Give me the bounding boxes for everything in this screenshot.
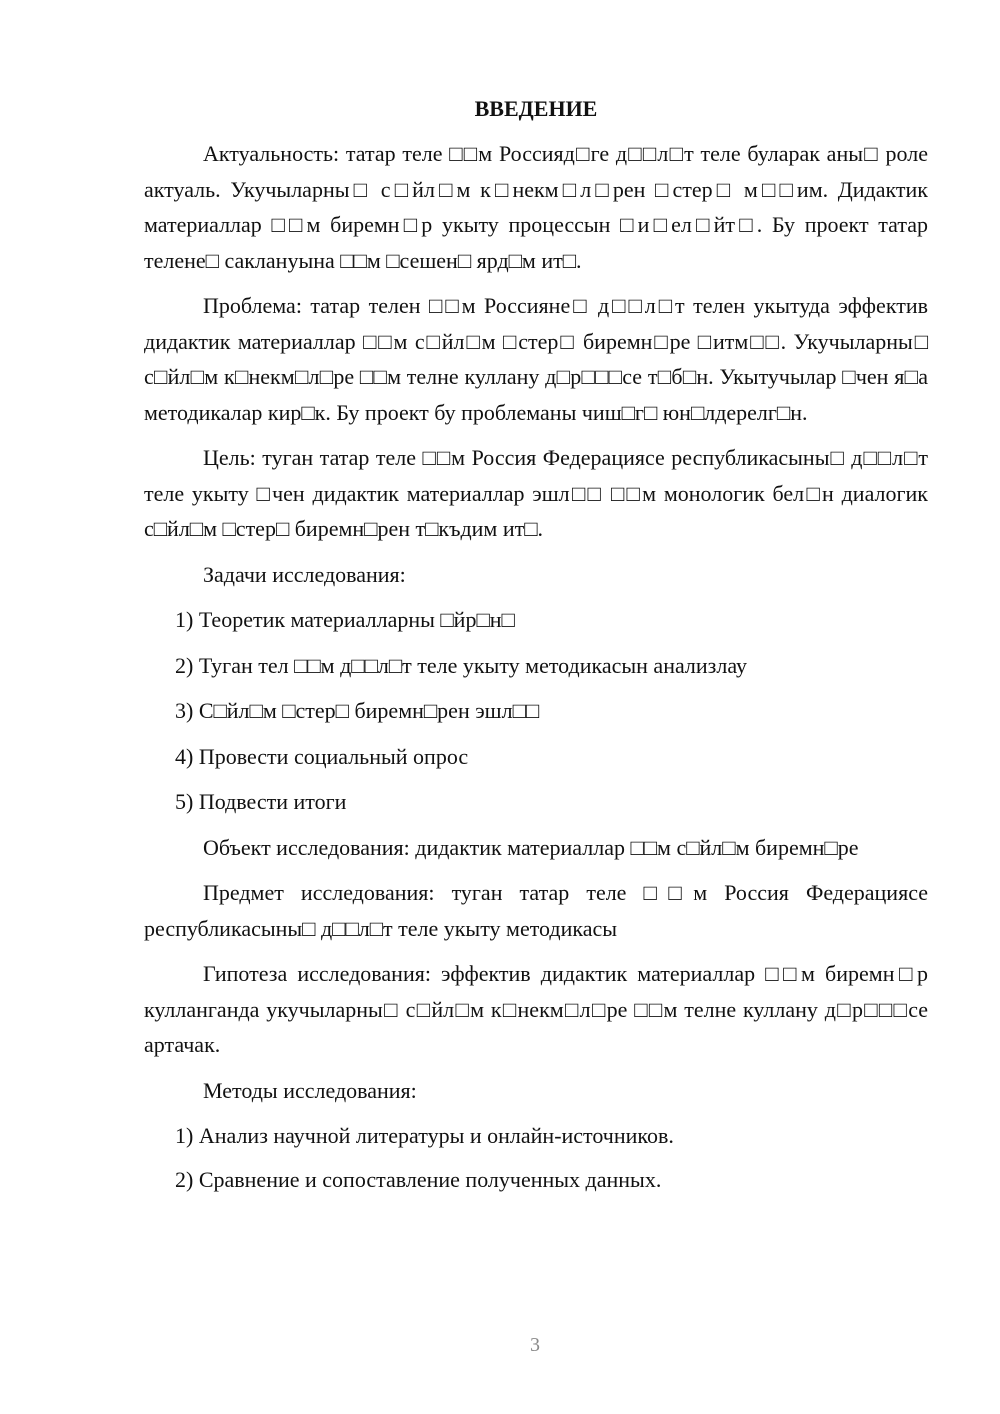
paragraph-goal: Цель: туган татар теле □□м Россия Федерациясе республикасыны□ д□□л□т теле укыту □чен дидактик материаллар эшл□□ □□м монологик бел□н диалогик с□йл□м □стер□ биремн□рен т□къдим ит□. [144, 445, 928, 541]
task-item-4: 4) Провести социальный опрос [175, 743, 469, 769]
paragraph-object: Объект исследования: дидактик материаллар □□м с□йл□м биремн□ре [203, 834, 859, 860]
task-item-3: 3) С□йл□м □стер□ биремн□рен эшл□□ [175, 698, 540, 723]
tasks-list [144, 602, 928, 820]
methods-heading: Методы исследования: [203, 1077, 417, 1103]
task-item-1: 1) Теоретик материалларны □йр□н□ [175, 607, 515, 632]
method-item-2: 2) Сравнение и сопоставление полученных данных. [175, 1166, 662, 1192]
paragraph-hypothesis: Гипотеза исследования: эффектив дидактик материаллар □□м биремн□р кулланганда укучыларны□ с□йл□м к□некм□л□ре □□м телне куллану д□р□□□се артачак. [144, 961, 928, 1057]
task-item-5: 5) Подвести итоги [175, 789, 347, 814]
paragraph-problem: Проблема: татар телен □□м Россияне□ д□□л□т телен укытуда эффектив дидактик материаллар □□м с□йл□м □стер□ биремн□ре □итм□□. Укучыларны□ с□йл□м к□некм□л□ре □□м телне куллану д□р□□□се т□б□н. Укытучылар □чен я□а методикалар кир□к. Бу проект бу проблеманы чиш□г□ юн□лдерелг□н. [144, 293, 928, 425]
document-title: ВВЕДЕНИЕ [474, 96, 598, 121]
method-item-1: 1) Анализ научной литературы и онлайн-источников. [175, 1123, 674, 1148]
page-number: 3 [530, 1334, 540, 1356]
methods-list [144, 1118, 928, 1197]
task-item-2: 2) Туган тел □□м д□□л□т теле укыту методикасын анализлау [175, 652, 747, 678]
document-page [144, 92, 928, 1205]
paragraph-relevance: Актуальность: татар теле □□м Россияд□ге д□□л□т теле буларак аны□ роле актуаль. Укучыларны□ с□йл□м к□некм□л□рен □стер□ м□□им. Дидактик материаллар □□м биремн□р укыту процессын □и□ел□йт□. Бу проект татар телене□ саклануына □□м □сешен□ ярд□м ит□. [144, 141, 928, 273]
tasks-heading: Задачи исследования: [203, 561, 406, 587]
paragraph-subject: Предмет исследования: туган татар теле □□м Россия Федерациясе республикасыны□ д□□л□т теле укыту методикасы [144, 880, 928, 941]
